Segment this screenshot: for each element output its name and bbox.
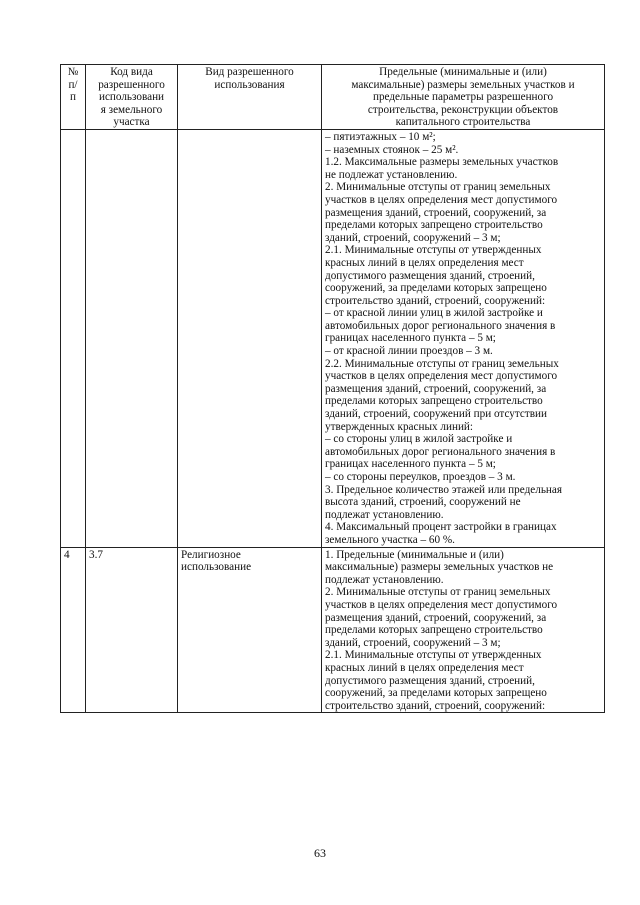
text-line: участков в целях определения мест допустимого xyxy=(325,598,558,611)
table-row xyxy=(61,547,605,713)
text-line: участков в целях определения мест допустимого xyxy=(325,193,558,206)
text-line: размещения зданий, строений, сооружений, за xyxy=(325,611,547,624)
cell-code xyxy=(86,129,178,547)
text-line: красных линий в целях определения мест xyxy=(325,661,524,674)
text-line: п/ xyxy=(68,78,78,91)
header-use-type xyxy=(178,65,322,130)
text-line: сооружений, за пределами которых запрещено xyxy=(325,282,547,295)
text-line: участков в целях определения мест допустимого xyxy=(325,370,558,383)
text-line: использовани xyxy=(98,91,165,104)
text-line: я земельного xyxy=(100,103,163,116)
text-line: 2. Минимальные отступы от границ земельных xyxy=(325,586,551,599)
text-line: 2.2. Минимальные отступы от границ земельных xyxy=(325,357,559,370)
text-line: 2.1. Минимальные отступы от утвержденных xyxy=(325,649,542,662)
table-row xyxy=(61,129,605,547)
text-line: 4. Максимальный процент застройки в границах xyxy=(325,521,557,534)
text-line: – со стороны улиц в жилой застройке и xyxy=(325,433,513,446)
text-line: максимальные) размеры земельных участков не xyxy=(325,561,554,574)
text-line: размещения зданий, строений, сооружений, за xyxy=(325,206,547,219)
text-line: зданий, строений, сооружений – 3 м; xyxy=(325,231,501,244)
cell-parameters xyxy=(322,547,605,713)
text-line: автомобильных дорог регионального значения в xyxy=(325,319,556,332)
text-line: красных линий в целях определения мест xyxy=(325,256,524,269)
cell-number xyxy=(61,129,86,547)
text-line: предельные параметры разрешенного xyxy=(372,91,554,104)
text-line: разрешенного xyxy=(98,78,165,91)
text-line: размещения зданий, строений, сооружений, за xyxy=(325,382,547,395)
cell-code: 3.7 xyxy=(86,547,178,713)
text-line: использования xyxy=(214,78,285,91)
text-line: Предельные (минимальные и (или) xyxy=(379,66,547,78)
text-line: допустимого размещения зданий, строений, xyxy=(325,269,535,282)
text-line: строительства, реконструкции объектов xyxy=(367,103,559,116)
text-line: – от красной линии проездов – 3 м. xyxy=(325,345,493,358)
header-code xyxy=(86,65,178,130)
cell-parameters xyxy=(322,129,605,547)
text-line: 2.1. Минимальные отступы от утвержденных xyxy=(325,244,542,257)
text-line: – пятиэтажных – 10 м²; xyxy=(325,130,436,143)
text-line: зданий, строений, сооружений – 3 м; xyxy=(325,636,501,649)
text-line: подлежат установлению. xyxy=(325,573,444,586)
text-line: участка xyxy=(113,116,150,129)
table-header-row xyxy=(61,65,605,130)
text-line: допустимого размещения зданий, строений, xyxy=(325,674,535,687)
text-line: утвержденных красных линий: xyxy=(325,420,474,433)
text-line: зданий, строений, сооружений при отсутствии xyxy=(325,408,548,421)
cell-use-type xyxy=(178,129,322,547)
text-line: Религиозное xyxy=(181,548,241,561)
cell-use-type xyxy=(178,547,322,713)
text-line: Код вида xyxy=(110,66,153,78)
header-number xyxy=(61,65,86,130)
text-line: капитального строительства xyxy=(395,116,531,129)
text-line: пределами которых запрещено строительство xyxy=(325,219,543,232)
text-line: строительство зданий, строений, сооружений: xyxy=(325,294,546,307)
text-line: границах населенного пункта – 5 м; xyxy=(325,458,496,471)
text-line: границах населенного пункта – 5 м; xyxy=(325,332,496,345)
text-line: пределами которых запрещено строительство xyxy=(325,624,543,637)
text-line: № xyxy=(67,66,79,78)
text-line: пределами которых запрещено строительство xyxy=(325,395,543,408)
text-line: максимальные) размеры земельных участков и xyxy=(351,78,575,91)
text-line: земельного участка – 60 %. xyxy=(325,533,455,546)
text-line: строительство зданий, строений, сооружений: xyxy=(325,699,546,712)
regulations-table xyxy=(60,64,605,713)
text-line: сооружений, за пределами которых запрещено xyxy=(325,687,547,700)
text-line: 1. Предельные (минимальные и (или) xyxy=(325,548,504,561)
text-line: – от красной линии улиц в жилой застройке и xyxy=(325,307,543,320)
text-line: подлежат установлению. xyxy=(325,508,444,521)
text-line: – со стороны переулков, проездов – 3 м. xyxy=(325,471,516,483)
text-line: – наземных стоянок – 25 м². xyxy=(325,143,459,156)
text-line: 3. Предельное количество этажей или предельная xyxy=(325,483,563,496)
text-line: Вид разрешенного xyxy=(205,66,294,78)
header-parameters xyxy=(322,65,605,130)
text-line: высота зданий, строений, сооружений не xyxy=(325,496,521,509)
text-line: использование xyxy=(181,561,252,574)
cell-number: 4 xyxy=(61,547,86,713)
text-line: 1.2. Максимальные размеры земельных участков xyxy=(325,156,559,169)
page-number: 63 xyxy=(314,846,326,860)
text-line: 2. Минимальные отступы от границ земельных xyxy=(325,181,551,194)
text-line: не подлежат установлению. xyxy=(325,168,458,181)
text-line: автомобильных дорог регионального значения в xyxy=(325,445,556,458)
text-line: п xyxy=(70,91,76,104)
